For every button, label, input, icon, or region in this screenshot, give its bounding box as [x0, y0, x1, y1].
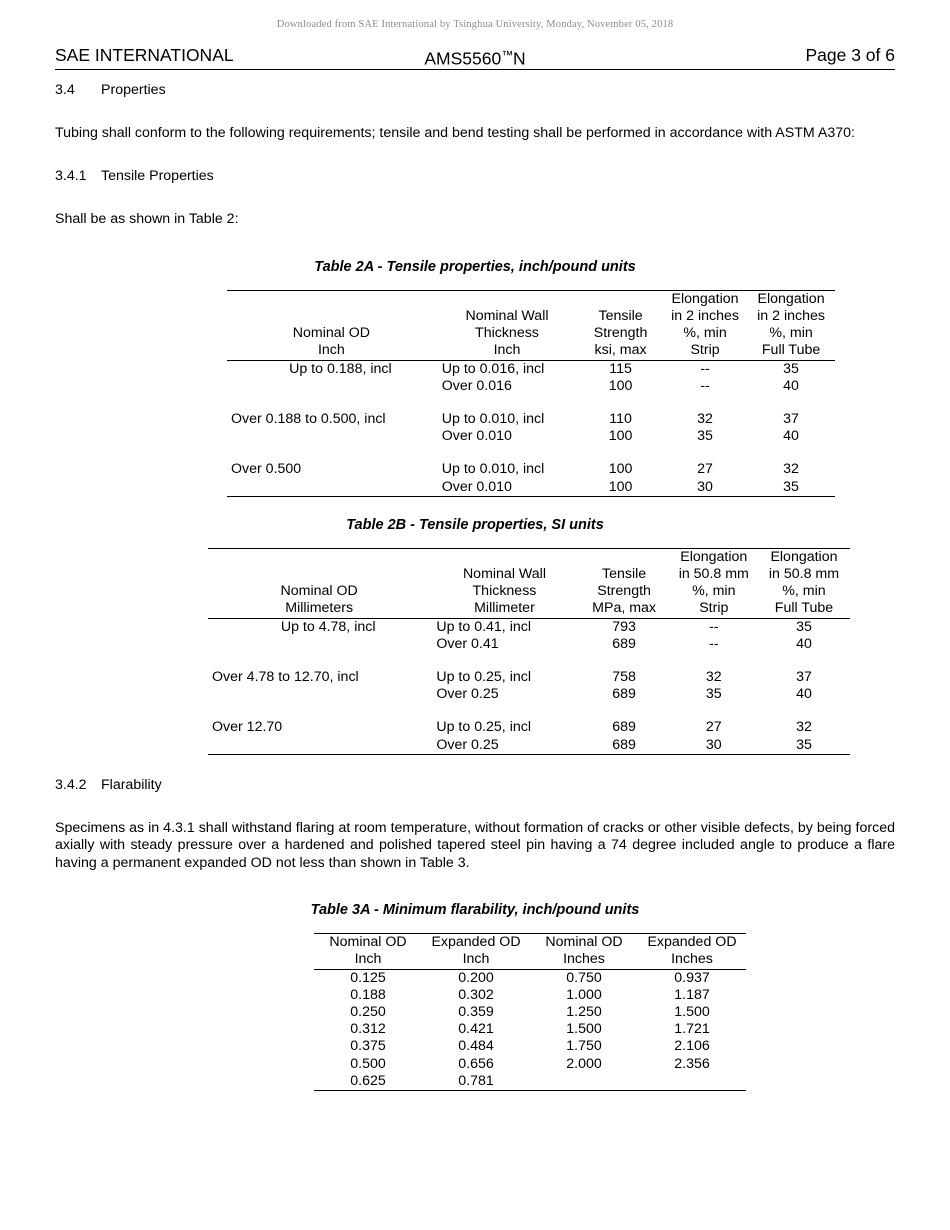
- cell-nominal-od-1: 0.625: [350, 1072, 386, 1089]
- cell-elongation-full-tube: 40: [796, 686, 812, 703]
- cell-wall-thickness: Up to 0.41, incl: [436, 618, 531, 635]
- section-number-3-4-2: 3.4.2: [55, 776, 87, 793]
- trademark-icon: ™: [501, 48, 514, 62]
- cell-nominal-od-1: 0.125: [350, 969, 386, 986]
- cell-nominal-od: Over 4.78 to 12.70, incl: [212, 669, 359, 686]
- table-2b-col-header-nominal-od: Nominal OD Millimeters: [208, 548, 430, 618]
- cell-nominal-od-1: 0.312: [350, 1021, 386, 1038]
- paragraph-3-4-2: Specimens as in 4.3.1 shall withstand flaring at room temperature, without formation of cracks or other visible defects, by being forced axially with steady pressure over a hardened and polished tapered steel pin having a 74 degree included angle to produce a flare having a permanent expanded OD not less than shown in Table 3.: [55, 819, 895, 871]
- cell-expanded-od-1: 0.359: [458, 1003, 494, 1020]
- cell-elongation-full-tube: 35: [796, 618, 812, 635]
- table-spacer-row: [208, 653, 850, 669]
- table-2a-wrapper: [227, 290, 835, 497]
- cell-elongation-strip: 35: [697, 428, 713, 445]
- cell-nominal-od: [227, 428, 436, 445]
- table-2a-col-header-elongation-full-tube: Elongation in 2 inches %, min Full Tube: [747, 290, 835, 360]
- cell-expanded-od-1: 0.302: [458, 986, 494, 1003]
- cell-nominal-od: Over 0.500: [231, 461, 302, 478]
- paragraph-3-4: Tubing shall conform to the following requirements; tensile and bend testing shall be performed in accordance with ASTM A370:: [55, 125, 855, 141]
- table-spacer-row: [208, 703, 850, 719]
- table-3a-wrapper: [314, 933, 746, 1091]
- cell-elongation-full-tube: 32: [783, 461, 799, 478]
- cell-elongation-strip: --: [700, 360, 710, 377]
- cell-nominal-od: [227, 378, 436, 395]
- cell-wall-thickness: Up to 0.25, incl: [436, 669, 531, 686]
- table-3a: [314, 933, 746, 1091]
- table-row: [208, 737, 850, 755]
- table-row: [314, 970, 746, 987]
- cell-expanded-od-1: 0.421: [458, 1021, 494, 1038]
- cell-nominal-od-1: 0.500: [350, 1055, 386, 1072]
- cell-tensile-strength: 110: [609, 411, 632, 428]
- cell-tensile-strength: 793: [612, 618, 636, 635]
- cell-nominal-od-2: 1.750: [566, 1038, 602, 1055]
- cell-elongation-full-tube: 35: [796, 736, 812, 753]
- cell-expanded-od-1: 0.656: [458, 1055, 494, 1072]
- table-2b-col-header-wall-thickness: Nominal Wall Thickness Millimeter: [430, 548, 578, 618]
- table-2a-head: [227, 290, 835, 360]
- table-row: [227, 461, 835, 478]
- table-row: [227, 361, 835, 378]
- cell-nominal-od-2: 2.000: [566, 1055, 602, 1072]
- spec-base: AMS5560: [424, 48, 502, 69]
- section-number-3-4-1: 3.4.1: [55, 168, 87, 185]
- cell-wall-thickness: Up to 0.016, incl: [441, 360, 545, 377]
- cell-elongation-full-tube: 40: [783, 377, 799, 394]
- table-row: [208, 669, 850, 686]
- section-heading-3-4-2: [55, 777, 895, 794]
- paragraph-3-4-1: Shall be as shown in Table 2:: [55, 211, 239, 228]
- table-row: [227, 428, 835, 445]
- cell-tensile-strength: 115: [609, 360, 632, 377]
- cell-nominal-od-1: 0.188: [350, 986, 386, 1003]
- table-3a-body: [314, 970, 746, 1091]
- table-3a-col-header-expanded-od-1: Expanded OD Inch: [422, 934, 530, 970]
- table-row: [208, 619, 850, 636]
- cell-expanded-od-2: 1.187: [674, 986, 710, 1003]
- cell-nominal-od: Over 12.70: [212, 719, 283, 736]
- cell-nominal-od: [208, 636, 430, 653]
- table-2b-col-header-elongation-full-tube: Elongation in 50.8 mm %, min Full Tube: [758, 548, 850, 618]
- table-row: [208, 686, 850, 703]
- cell-nominal-od-2: 1.000: [566, 986, 602, 1003]
- section-heading-3-4: [55, 82, 895, 99]
- cell-expanded-od-2: 1.500: [674, 1003, 710, 1020]
- cell-elongation-strip: --: [709, 635, 719, 652]
- document-header: [55, 44, 895, 70]
- cell-nominal-od-1: 0.250: [350, 1003, 386, 1020]
- download-watermark: Downloaded from SAE International by Tsinghua University, Monday, November 05, 2018: [276, 19, 674, 30]
- table-row: [208, 719, 850, 736]
- cell-wall-thickness: Over 0.016: [441, 377, 512, 394]
- cell-nominal-od: Up to 0.188, incl: [289, 360, 392, 377]
- table-row: [314, 987, 746, 1004]
- table-2b-col-header-tensile-strength: Tensile Strength MPa, max: [579, 548, 670, 618]
- table-row: [314, 1073, 746, 1091]
- table-2b: [208, 548, 850, 755]
- cell-nominal-od-2: 1.500: [566, 1021, 602, 1038]
- cell-elongation-strip: 27: [705, 719, 722, 736]
- cell-nominal-od: [208, 686, 430, 703]
- table-row: [227, 378, 835, 395]
- cell-nominal-od: Up to 4.78, incl: [280, 618, 376, 635]
- cell-elongation-full-tube: 37: [783, 411, 799, 428]
- cell-elongation-full-tube: 35: [783, 478, 799, 495]
- table-2b-body: [208, 619, 850, 755]
- cell-wall-thickness: Up to 0.010, incl: [441, 461, 545, 478]
- cell-tensile-strength: 100: [608, 428, 633, 445]
- cell-elongation-full-tube: 37: [796, 669, 812, 686]
- section-title-3-4-2: Flarability: [101, 776, 162, 793]
- cell-elongation-strip: 32: [697, 411, 713, 428]
- cell-expanded-od-2: 2.106: [674, 1038, 710, 1055]
- cell-elongation-strip: 27: [697, 461, 713, 478]
- table-row: [314, 1056, 746, 1073]
- table-3a-col-header-expanded-od-2: Expanded OD Inches: [638, 934, 746, 970]
- cell-elongation-strip: --: [700, 377, 710, 394]
- table-2b-wrapper: [208, 548, 850, 755]
- table-2a: [227, 290, 835, 497]
- spec-revision: N: [513, 48, 526, 69]
- table-2a-header-row: [227, 290, 835, 360]
- cell-elongation-strip: --: [709, 618, 719, 635]
- cell-elongation-strip: 30: [697, 478, 713, 495]
- table-3a-col-header-nominal-od-1: Nominal OD Inch: [314, 934, 422, 970]
- table-2a-col-header-elongation-strip: Elongation in 2 inches %, min Strip: [663, 290, 747, 360]
- cell-nominal-od: [208, 737, 430, 755]
- table-2b-caption: Table 2B - Tensile properties, SI units: [346, 516, 604, 533]
- table-3a-col-header-nominal-od-2: Nominal OD Inches: [530, 934, 638, 970]
- table-3a-header-row: [314, 934, 746, 970]
- table-row: [314, 1021, 746, 1038]
- cell-elongation-full-tube: 40: [796, 635, 812, 652]
- table-2b-header-row: [208, 548, 850, 618]
- cell-wall-thickness: Over 0.010: [441, 428, 512, 445]
- section-title-3-4-1: Tensile Properties: [101, 168, 214, 185]
- cell-elongation-full-tube: 32: [796, 719, 812, 736]
- cell-tensile-strength: 100: [608, 461, 633, 478]
- cell-nominal-od-2: 0.750: [566, 969, 602, 986]
- table-2b-head: [208, 548, 850, 618]
- table-3a-head: [314, 934, 746, 970]
- cell-expanded-od-2: 0.937: [674, 969, 710, 986]
- table-2a-caption: Table 2A - Tensile properties, inch/pound units: [314, 258, 636, 275]
- cell-expanded-od-2: [638, 1073, 746, 1091]
- table-row: [227, 411, 835, 428]
- cell-wall-thickness: Up to 0.010, incl: [441, 411, 545, 428]
- cell-elongation-strip: 30: [705, 736, 722, 753]
- table-2b-col-header-elongation-strip: Elongation in 50.8 mm %, min Strip: [670, 548, 758, 618]
- table-2a-col-header-tensile-strength: Tensile Strength ksi, max: [578, 290, 663, 360]
- cell-nominal-od-1: 0.375: [350, 1038, 386, 1055]
- publisher-name: SAE INTERNATIONAL: [55, 45, 234, 65]
- cell-tensile-strength: 100: [608, 377, 633, 394]
- cell-expanded-od-2: 1.721: [674, 1021, 710, 1038]
- table-row: [208, 636, 850, 653]
- cell-elongation-full-tube: 40: [783, 428, 799, 445]
- table-spacer-row: [227, 445, 835, 461]
- table-2a-col-header-wall-thickness: Nominal Wall Thickness Inch: [436, 290, 578, 360]
- page-number: Page 3 of 6: [805, 45, 895, 65]
- cell-wall-thickness: Over 0.41: [436, 635, 499, 652]
- cell-elongation-strip: 32: [705, 669, 722, 686]
- cell-tensile-strength: 689: [612, 686, 636, 703]
- cell-wall-thickness: Over 0.25: [436, 686, 499, 703]
- cell-wall-thickness: Over 0.010: [441, 478, 512, 495]
- cell-expanded-od-1: 0.781: [458, 1072, 494, 1089]
- cell-elongation-full-tube: 35: [783, 360, 799, 377]
- cell-tensile-strength: 689: [612, 635, 636, 652]
- table-row: [314, 1004, 746, 1021]
- cell-tensile-strength: 100: [608, 478, 633, 495]
- table-row: [227, 479, 835, 497]
- cell-expanded-od-2: 2.356: [674, 1055, 710, 1072]
- cell-expanded-od-1: 0.484: [458, 1038, 494, 1055]
- table-row: [314, 1038, 746, 1055]
- table-3a-caption: Table 3A - Minimum flarability, inch/pound units: [310, 902, 640, 919]
- section-heading-3-4-1: [55, 168, 895, 185]
- cell-wall-thickness: Over 0.25: [436, 736, 499, 753]
- cell-nominal-od: Over 0.188 to 0.500, incl: [231, 411, 386, 428]
- cell-nominal-od: [227, 479, 436, 497]
- section-title-3-4: Properties: [101, 82, 166, 98]
- cell-tensile-strength: 689: [612, 719, 636, 736]
- specification-number: [55, 44, 895, 69]
- table-spacer-row: [227, 395, 835, 411]
- cell-elongation-strip: 35: [705, 686, 722, 703]
- table-2a-col-header-nominal-od: Nominal OD Inch: [227, 290, 436, 360]
- cell-expanded-od-1: 0.200: [458, 969, 494, 986]
- cell-tensile-strength: 758: [612, 669, 636, 686]
- cell-nominal-od-2: 1.250: [566, 1003, 602, 1020]
- cell-nominal-od-2: [530, 1073, 638, 1091]
- document-body: [55, 82, 895, 1091]
- table-2a-body: [227, 361, 835, 497]
- cell-wall-thickness: Up to 0.25, incl: [436, 719, 531, 736]
- section-number-3-4: 3.4: [55, 82, 75, 98]
- cell-tensile-strength: 689: [612, 736, 636, 753]
